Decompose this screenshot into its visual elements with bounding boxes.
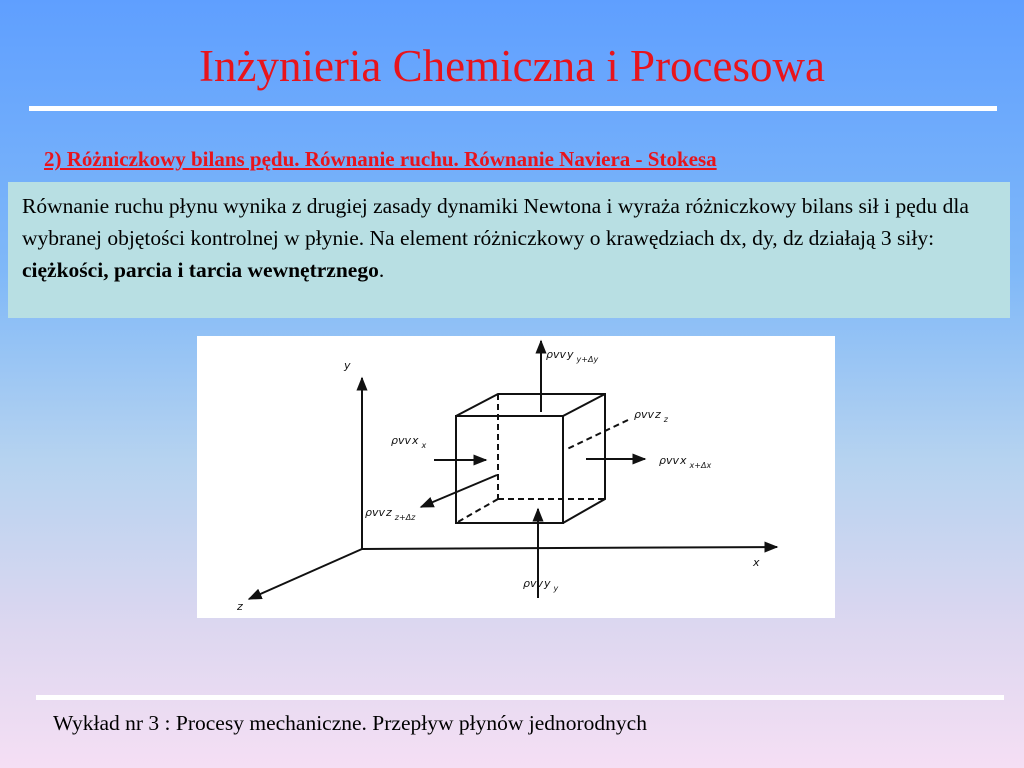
body-text-end: . — [378, 258, 385, 282]
section-subtitle: 2) Różniczkowy bilans pędu. Równanie ruchu. Równanie Naviera - Stokesa — [44, 147, 717, 171]
flux-label-right: ρvvx $_{x+\Delta x}$ — [659, 454, 712, 470]
control-volume-diagram — [197, 336, 835, 618]
z-axis-label: z — [237, 600, 243, 613]
bottom-divider — [36, 695, 1004, 700]
x-axis — [362, 547, 777, 549]
diagram-svg — [197, 336, 835, 618]
cube-back-visible-edges — [456, 394, 605, 523]
flux-arrows — [421, 341, 645, 598]
cube-top-right-edge — [563, 394, 605, 416]
cube-front-face — [456, 416, 563, 523]
top-divider — [29, 106, 997, 111]
footer-text: Wykład nr 3 : Procesy mechaniczne. Przepływ płynów jednorodnych — [53, 711, 647, 735]
flux-label-bottom: ρvvy $_y$ — [523, 577, 559, 593]
arrow-back-in — [565, 420, 628, 450]
flux-label-back: ρvvz $_z$ — [634, 408, 668, 424]
flux-label-front: ρvvz $_{z+\Delta z}$ — [365, 506, 416, 522]
body-text: Równanie ruchu płynu wynika z drugiej zasady dynamiki Newtona i wyraża różniczkowy bilans sił i pędu dla wybranej objętości kontrolnej w płynie. Na element różniczkowy o krawędziach dx, dy, dz działają 3 siły: — [22, 194, 969, 250]
axes — [249, 378, 777, 599]
body-textbox — [8, 182, 1010, 318]
flux-label-left: ρvvx $_x$ — [391, 434, 427, 450]
body-bold-text: ciężkości, parcia i tarcia wewnętrznego — [22, 258, 379, 282]
cube — [456, 394, 605, 523]
cube-hidden-edges — [456, 394, 605, 523]
x-axis-label: x — [753, 556, 760, 569]
flux-label-top: ρvvy $_{y+\Delta y}$ — [546, 348, 599, 364]
y-axis-label: y — [344, 359, 351, 372]
z-axis — [249, 549, 362, 599]
arrow-front-out — [421, 475, 497, 507]
slide-title: Inżynieria Chemiczna i Procesowa — [198, 41, 825, 91]
